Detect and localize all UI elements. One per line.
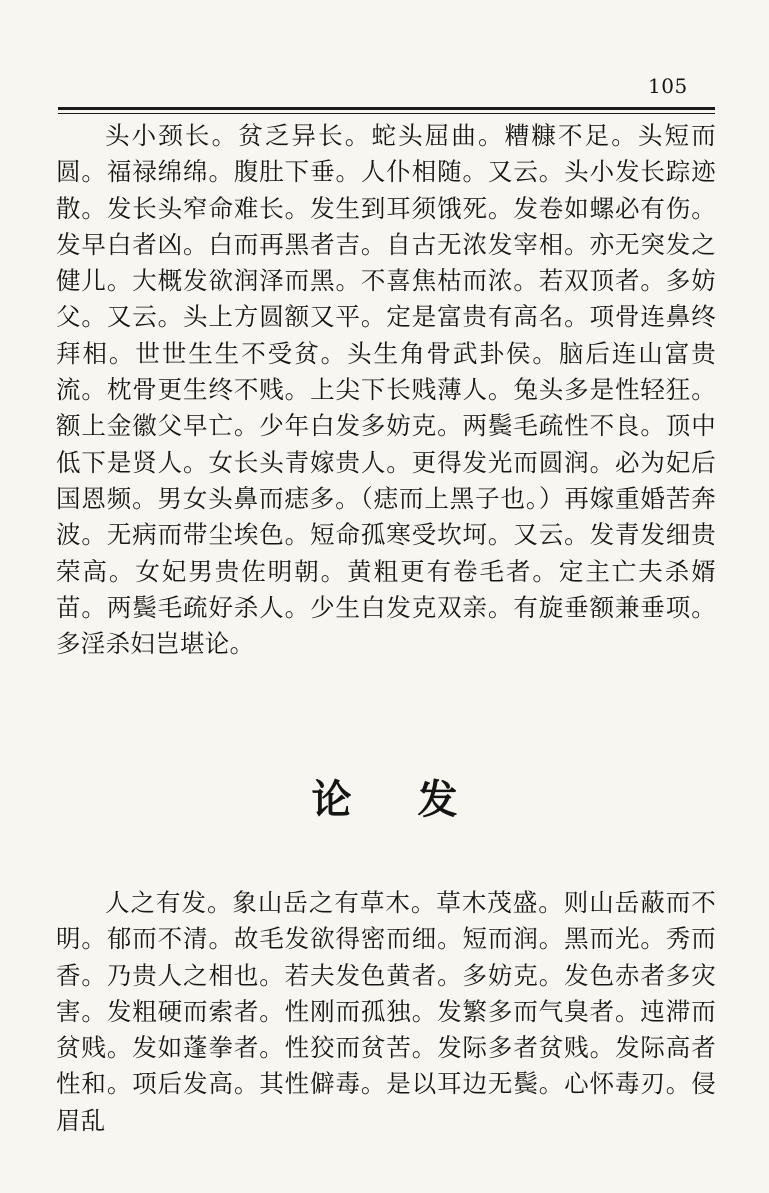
- header-rule-thick: [58, 107, 715, 110]
- paragraph-bottom: 人之有发。象山岳之有草木。草木茂盛。则山岳蔽而不明。郁而不清。故毛发欲得密而细。短而润。黑而光。秀而香。乃贵人之相也。若夫发色黄者。多妨克。发色赤者多灾害。发粗硬而索者。性刚而孤独。发繁多而气臭者。迍滞而贫贱。发如蓬拳者。性狡而贫苦。发际多者贫贱。发际高者性和。项后发高。其性僻毒。是以耳边无鬓。心怀毒刃。侵眉乱: [56, 888, 716, 1135]
- page-number: 105: [648, 74, 688, 98]
- paragraph-top: 头小颈长。贫乏异长。蛇头屈曲。糟糠不足。头短而圆。福禄绵绵。腹肚下垂。人仆相随。又云。头小发长踪迹散。发长头窄命难长。发生到耳须饿死。发卷如螺必有伤。发早白者凶。白而再黑者吉。自古无浓发宰相。亦无突发之健儿。大概发欲润泽而黑。不喜焦枯而浓。若双顶者。多妨父。又云。头上方圆额又平。定是富贵有高名。项骨连鼻终拜相。世世生生不受贫。头生角骨武卦侯。脑后连山富贵流。枕骨更生终不贱。上尖下长贱薄人。兔头多是性轻狂。额上金徽父早亡。少年白发多妨克。两鬓毛疏性不良。顶中低下是贤人。女长头青嫁贵人。更得发光而圆润。必为妃后国恩频。男女头鼻而痣多。（痣而上黑子也。）再嫁重婚苦奔波。无病而带尘埃色。短命孤寒受坎坷。又云。发青发细贵荣高。女妃男贵佐明朝。黄粗更有卷毛者。定主亡夫杀婿苗。两鬓毛疏好杀人。少生白发克双亲。有旋垂额兼垂项。多淫杀妇岂堪论。: [56, 121, 716, 659]
- section-title: 论发: [311, 776, 524, 823]
- header-rule-thin: [58, 113, 715, 114]
